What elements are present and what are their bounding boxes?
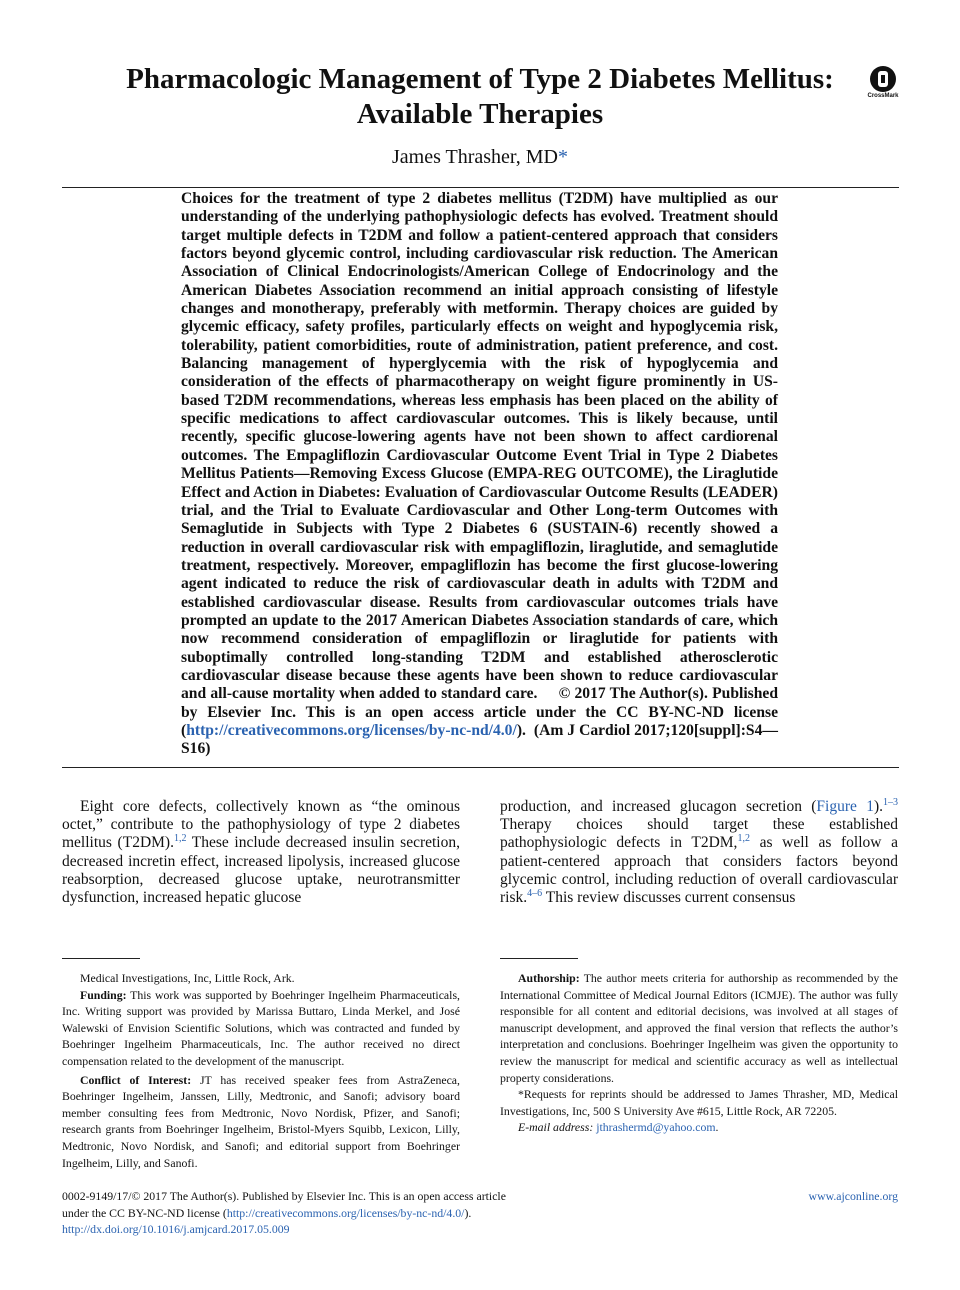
footnote-separator-right — [500, 958, 578, 959]
body-text: ). — [873, 798, 883, 815]
abstract-citation: (Am J Cardiol 2017;120[suppl]:S4—S16) — [181, 721, 778, 758]
license-link[interactable]: http://creativecommons.org/licenses/by-nc-nd/4.0/ — [186, 721, 517, 739]
body-text: Eight core defects, collectively known as “the ominous octet,” contribute to the pathophysiology of type 2 diabetes mellitus (T2DM). — [62, 798, 460, 852]
author-footnote-marker[interactable]: * — [558, 146, 568, 168]
divider-top — [62, 187, 899, 188]
journal-url-wrap — [700, 1188, 898, 1205]
divider-bottom — [62, 767, 899, 768]
abstract-copyright: © 2017 The Author(s). Published by Elsevier Inc. This is an open access article under the CC BY-NC-ND license (http://creativecommons.org/licenses/by-nc-nd/4.0/). — [181, 685, 779, 739]
page-footer — [62, 1188, 622, 1238]
abstract-text: Choices for the treatment of type 2 diabetes mellitus (T2DM) have multiplied as our understanding of the underlying pathophysiologic defects has evolved. Treatment should target multiple defects in T2DM and follow a patient-centered approach that considers factors beyond glycemic control, including cardiovascular risk reduction. The American Association of Clinical Endocrinologists/American College of Endocrinology and the American Diabetes Association recommend an initial approach consisting of lifestyle changes and monotherapy, preferably with metformin. Therapy choices are guided by glycemic efficacy, safety profiles, particularly effects on weight and hypoglycemia risk, tolerability, patient comorbidities, route of administration, patient preference, and cost. Balancing management of hyperglycemia with the risk of hypoglycemia and consideration of the effects of pharmacotherapy on weight figure prominently in US-based T2DM recommendations, whereas less emphasis has been placed on the ability of specific medications to affect cardiovascular outcomes. This is likely because, until recently, specific glucose-lowering agents have not been shown to affect cardiorenal outcomes. The Empagliflozin Cardiovascular Outcome Event Trial in Type 2 Diabetes Mellitus Patients—Removing Excess Glucose (EMPA-REG OUTCOME), the Liraglutide Effect and Action in Diabetes: Evaluation of Cardiovascular Outcome Results (LEADER) trial, and the Trial to Evaluate Cardiovascular and Other Long-term Outcomes with Semaglutide in Subjects with Type 2 Diabetes 6 (SUSTAIN-6) recently showed a reduction in overall cardiovascular risk with empagliflozin, liraglutide, and semaglutide treatment, respectively. Moreover, empagliflozin has become the first glucose-lowering agent indicated to reduce the risk of cardiovascular death in adults with T2DM and established cardiovascular disease. Results from cardiovascular outcomes trials have prompted an update to the 2017 American Diabetes Association standards of care, which now recommend consideration of empagliflozin or liraglutide for patients with suboptimally controlled long-standing T2DM and established atherosclerotic cardiovascular disease because these agents have been shown to reduce cardiovascular and all-cause mortality when added to standard care. — [181, 190, 778, 703]
footnotes-left — [62, 970, 460, 1171]
reference-link[interactable]: 1–3 — [883, 796, 898, 808]
email-link[interactable]: jthrashermd@yahoo.com — [596, 1120, 716, 1135]
author-line — [100, 146, 860, 169]
crossmark-badge[interactable] — [866, 66, 900, 99]
crossmark-icon — [870, 66, 896, 92]
body-text: production, and increased glucagon secretion ( — [500, 798, 817, 815]
footnotes-right — [500, 970, 898, 1136]
affiliation: Medical Investigations, Inc, Little Rock, Ark. — [80, 971, 295, 985]
body-text: These include decreased insulin secretion, decreased incretin effect, increased lipolysis, increased glucose reabsorption, decreased glucose uptake, neurotransmitter dysfunction, increased hepatic glucose — [62, 834, 460, 907]
doi-link[interactable]: http://dx.doi.org/10.1016/j.amjcard.2017.05.009 — [62, 1222, 290, 1237]
author-name: James Thrasher, MD — [391, 146, 558, 168]
reprints-note: *Requests for reprints should be addressed to James Thrasher, MD, Medical Investigations, Inc, 500 S University Ave #615, Little Rock, AR 72205. — [500, 1087, 898, 1118]
journal-url-link[interactable]: www.ajconline.org — [808, 1189, 898, 1203]
reference-link[interactable]: 4–6 — [527, 887, 543, 899]
funding-note: Funding: This work was supported by Boehringer Ingelheim Pharmaceuticals, Inc. Writing support was provided by Marissa Buttaro, Linda Merkel, and José Walewski of Envision Scientific Solutions, which was contracted and funded by Boehringer Ingelheim Pharmaceuticals, Inc. The author received no direct compensation related to the development of the manuscript. — [62, 987, 460, 1068]
conflict-note: Conflict of Interest: JT has received speaker fees from AstraZeneca, Boehringer Ingelheim, Janssen, Lilly, Medtronic, and Sanofi; advisory board member consulting fees from Medtronic, Novo Nordisk, Pfizer, and Sanofi; research grants from Boehringer Ingelheim, Bristol-Myers Squibb, Lexicon, Lilly, Medtronic, Novo Nordisk, and Sanofi; and editorial support from Boehringer Ingelheim, Lilly, and Sanofi. — [62, 1072, 460, 1170]
title-line-1: Pharmacologic Management of Type 2 Diabetes Mellitus: — [126, 63, 834, 95]
footer-issn: 0002-9149/17/© 2017 The Author(s). Published by Elsevier Inc. This is an open access article — [62, 1189, 506, 1203]
footnote-separator-left — [62, 958, 140, 959]
crossmark-label: CrossMark — [867, 93, 899, 99]
title-line-2: Available Therapies — [356, 98, 604, 130]
body-text: Therapy choices should target these established pathophysiologic defects in T2DM, — [500, 816, 898, 852]
body-text: This review discusses current consensus — [542, 889, 796, 907]
figure-link[interactable]: Figure 1 — [816, 798, 874, 815]
email-note: E-mail address: jthrashermd@yahoo.com. — [518, 1120, 719, 1135]
authorship-note: Authorship: The author meets criteria for authorship as recommended by the International Committee of Medical Journal Editors (ICMJE). The author was fully responsible for all content and editorial decisions, was involved at all stages of manuscript development, and approved the final version that reflects the author’s interpretation and conclusions. Boehringer Ingelheim was given the opportunity to review the manuscript for medical and scientific accuracy as well as intellectual property considerations. — [500, 971, 898, 1085]
footer-license: under the CC BY-NC-ND license (http://creativecommons.org/licenses/by-nc-nd/4.0/). — [62, 1205, 472, 1220]
body-column-right — [500, 798, 898, 907]
abstract — [181, 190, 778, 759]
footer-license-link[interactable]: http://creativecommons.org/licenses/by-nc-nd/4.0/ — [226, 1205, 465, 1220]
body-column-left — [62, 798, 460, 907]
body-text: as well as follow a patient-centered approach that considers factors beyond glycemic control, including reduction of overall cardiovascular risk. — [500, 834, 898, 907]
reference-link[interactable]: 1,2 — [737, 833, 750, 845]
reference-link[interactable]: 1,2 — [173, 833, 187, 845]
article-title — [100, 62, 860, 132]
